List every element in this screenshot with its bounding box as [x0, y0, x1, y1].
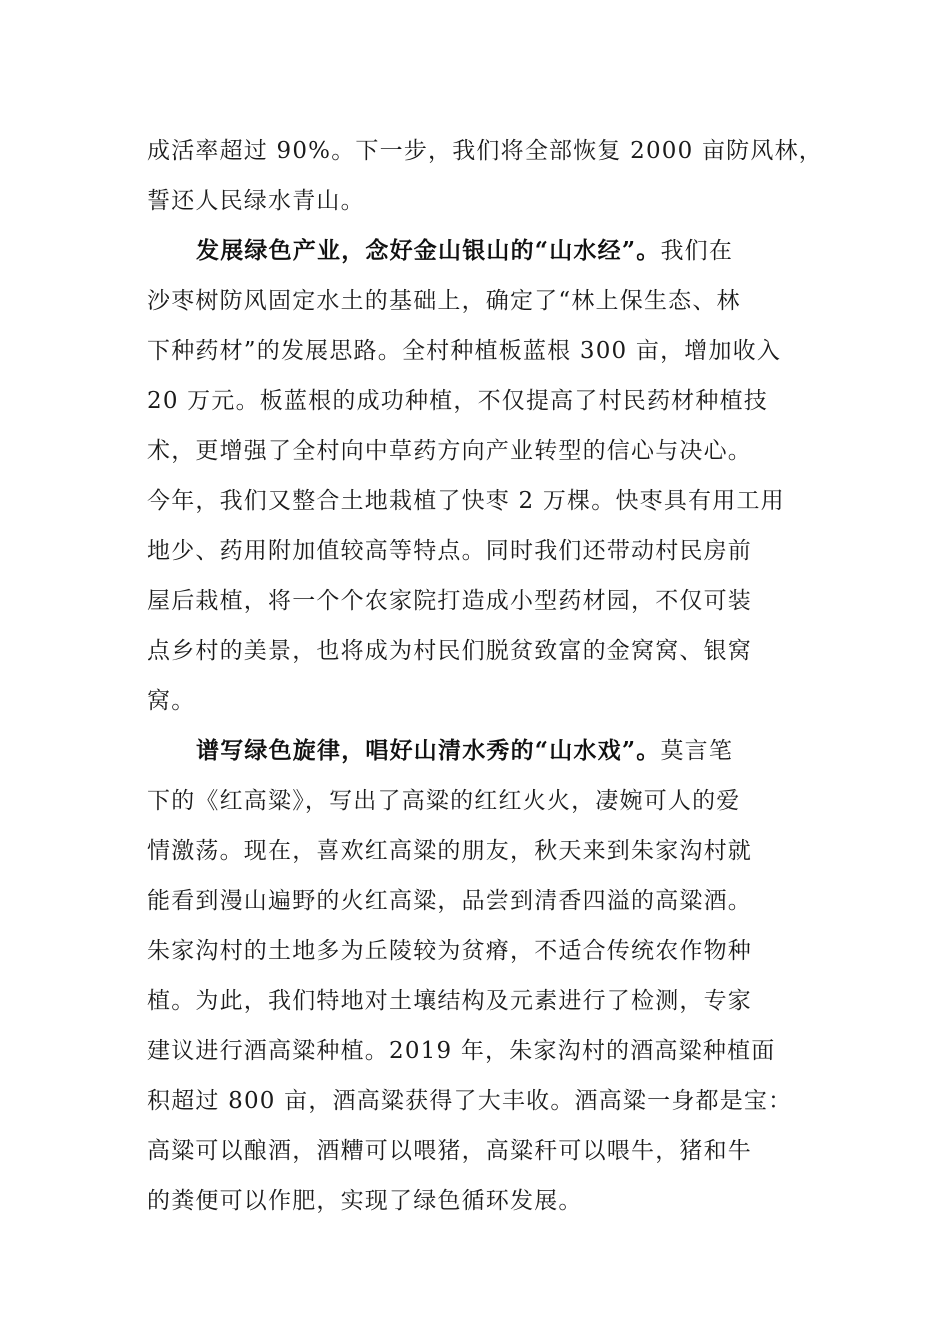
text-line: 朱家沟村的土地多为丘陵较为贫瘠，不适合传统农作物种 — [147, 938, 752, 964]
text-line: 情激荡。现在，喜欢红高粱的朋友，秋天来到朱家沟村就 — [147, 838, 752, 864]
text-line: 下的《红高粱》，写出了高粱的红红火火，凄婉可人的爱 — [147, 788, 741, 814]
paragraph-heading: 谱写绿色旋律，唱好山清水秀的“山水戏”。 — [196, 737, 661, 764]
text-line: 誓还人民绿水青山。 — [147, 188, 365, 214]
paragraph-first-line — [147, 726, 807, 776]
text-line: 的粪便可以作肥，实现了绿色循环发展。 — [147, 1188, 583, 1214]
text-line: 20 万元。板蓝根的成功种植，不仅提高了村民药材种植技 — [147, 388, 768, 414]
text-line: 积超过 800 亩，酒高粱获得了大丰收。酒高粱一身都是宝： — [147, 1088, 793, 1114]
text-line: 下种药材”的发展思路。全村种植板蓝根 300 亩，增加收入 — [147, 338, 782, 364]
paragraph-heading: 发展绿色产业，念好金山银山的“山水经”。 — [196, 237, 661, 264]
text-run: 莫言笔 — [660, 738, 734, 764]
document-body — [147, 126, 823, 1226]
text-line: 今年，我们又整合土地栽植了快枣 2 万棵。快枣具有用工用 — [147, 488, 785, 514]
text-line: 成活率超过 90%。下一步，我们将全部恢复 2000 亩防风林， — [147, 138, 823, 164]
paragraph-first-line — [147, 226, 807, 276]
text-line: 地少、药用附加值较高等特点。同时我们还带动村民房前 — [147, 538, 752, 564]
paragraph-continuation — [147, 126, 823, 226]
text-line: 点乡村的美景，也将成为村民们脱贫致富的金窝窝、银窝 — [147, 638, 752, 664]
paragraph-green-melody — [147, 726, 807, 1226]
text-line: 植。为此，我们特地对土壤结构及元素进行了检测，专家 — [147, 988, 752, 1014]
paragraph-green-industry — [147, 226, 807, 726]
text-line: 窝。 — [147, 688, 196, 714]
text-run: 我们在 — [660, 238, 734, 264]
text-line: 术，更增强了全村向中草药方向产业转型的信心与决心。 — [147, 438, 752, 464]
text-line: 屋后栽植，将一个个农家院打造成小型药材园，不仅可装 — [147, 588, 752, 614]
text-line: 沙枣树防风固定水土的基础上，确定了“林上保生态、林 — [147, 288, 741, 314]
text-line: 建议进行酒高粱种植。2019 年，朱家沟村的酒高粱种植面 — [147, 1038, 776, 1064]
text-line: 高粱可以酿酒，酒糟可以喂猪，高粱秆可以喂牛，猪和牛 — [147, 1138, 752, 1164]
text-line: 能看到漫山遍野的火红高粱，品尝到清香四溢的高粱酒。 — [147, 888, 752, 914]
